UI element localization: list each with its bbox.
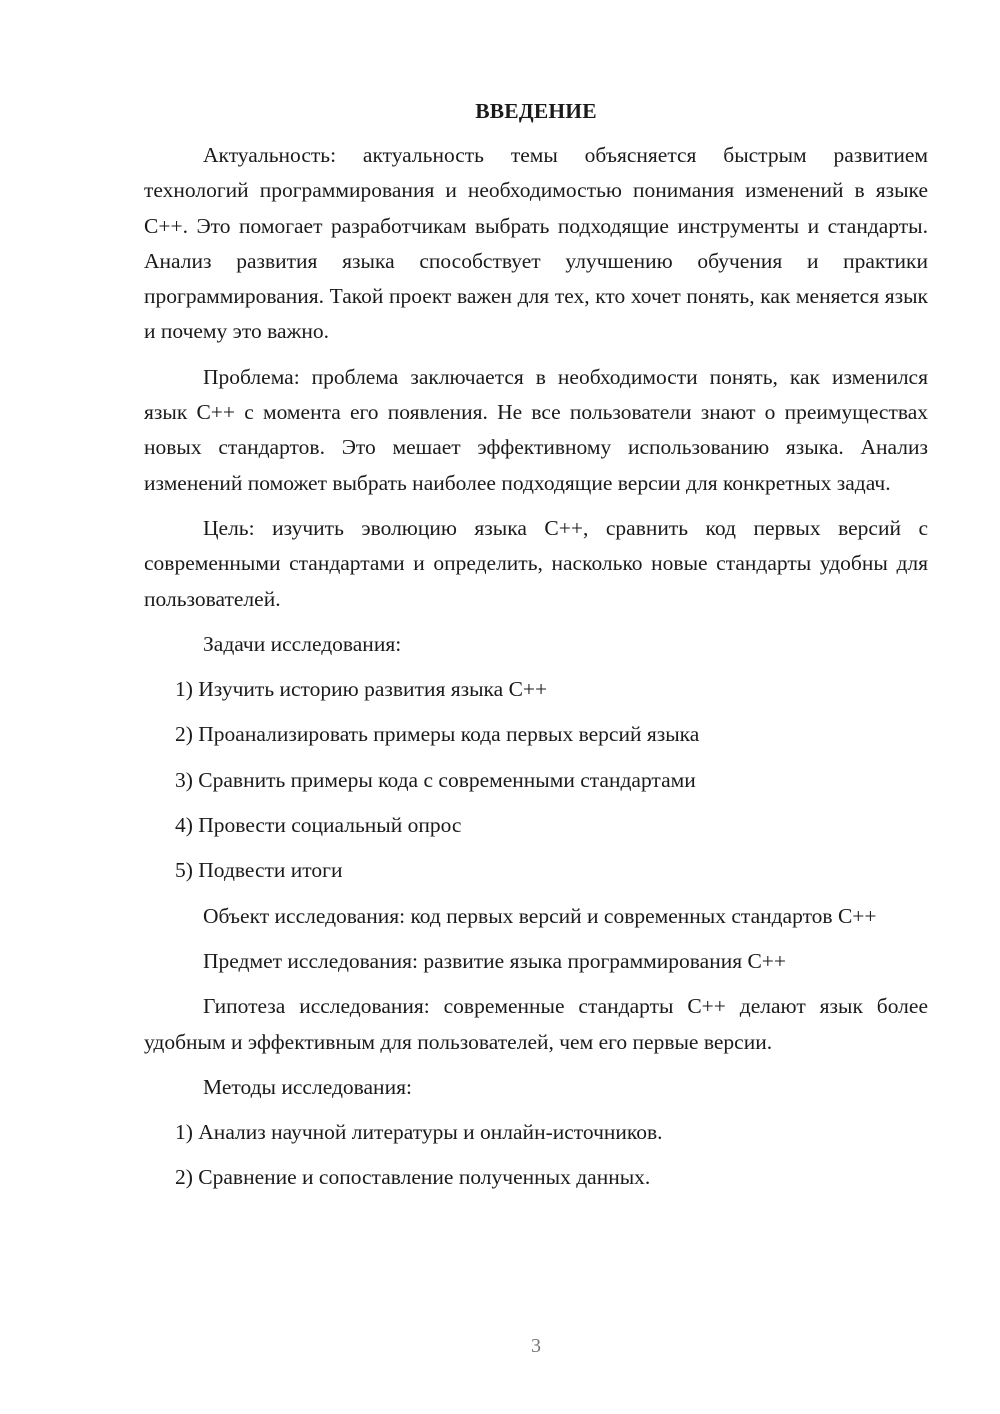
tasks-list xyxy=(144,672,928,888)
methods-list xyxy=(144,1115,928,1196)
task-item: 4) Провести социальный опрос xyxy=(175,813,462,838)
method-item: 1) Анализ научной литературы и онлайн-источников. xyxy=(175,1120,663,1145)
page-number: 3 xyxy=(531,1335,541,1357)
method-item: 2) Сравнение и сопоставление полученных данных. xyxy=(175,1165,651,1190)
problem-paragraph: Проблема: проблема заключается в необходимости понять, как изменился язык С++ с момента его появления. Не все пользователи знают о преимуществах новых стандартов. Это мешает эффективному использованию языка. Анализ изменений поможет выбрать наиболее подходящие версии для конкретных задач. xyxy=(144,364,928,495)
task-item: 2) Проанализировать примеры кода первых версий языка xyxy=(175,722,700,747)
task-item: 1) Изучить историю развития языка С++ xyxy=(175,677,548,702)
goal-paragraph: Цель: изучить эволюцию языка С++, сравнить код первых версий с современными стандартами и определить, насколько новые стандарты удобны для пользователей. xyxy=(144,515,928,611)
section-title: ВВЕДЕНИЕ xyxy=(475,99,597,123)
task-item: 5) Подвести итоги xyxy=(175,858,343,883)
methods-heading: Методы исследования: xyxy=(203,1074,412,1099)
tasks-heading: Задачи исследования: xyxy=(203,631,402,656)
subject-paragraph: Предмет исследования: развитие языка программирования С++ xyxy=(203,948,787,973)
relevance-paragraph: Актуальность: актуальность темы объясняется быстрым развитием технологий программирования и необходимостью понимания изменений в языке С++. Это помогает разработчикам выбрать подходящие инструменты и стандарты. Анализ развития языка способствует улучшению обучения и практики программирования. Такой проект важен для тех, кто хочет понять, как меняется язык и почему это важно. xyxy=(144,143,928,344)
hypothesis-paragraph: Гипотеза исследования: современные стандарты С++ делают язык более удобным и эффективным для пользователей, чем его первые версии. xyxy=(144,994,928,1054)
page-content xyxy=(144,96,928,1206)
object-paragraph: Объект исследования: код первых версий и современных стандартов С++ xyxy=(203,903,877,928)
task-item: 3) Сравнить примеры кода с современными стандартами xyxy=(175,767,696,792)
